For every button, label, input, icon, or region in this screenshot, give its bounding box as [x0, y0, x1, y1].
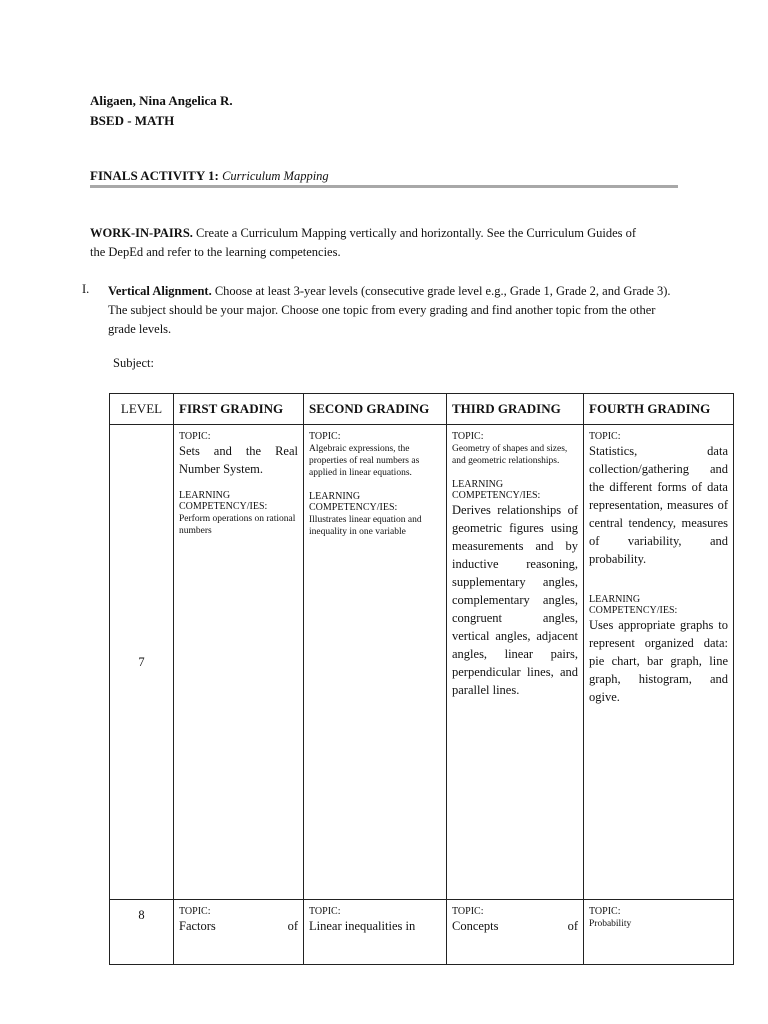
topic-text: Algebraic expressions, the properties of real numbers as applied in linear equations.	[309, 444, 420, 478]
topic-text: Factors of	[179, 919, 298, 933]
third-grading-cell	[447, 900, 584, 965]
first-grading-cell	[174, 900, 304, 965]
list-item-number: I.	[82, 282, 90, 296]
topic-text: Concepts of	[452, 919, 578, 933]
list-item-body: Choose at least 3-year levels (consecutive grade level e.g., Grade 1, Grade 2, and Grade 3). The subject should be your major. Choose one topic from every grading and find another topic from the other grade levels.	[108, 284, 671, 336]
third-grading-cell	[447, 425, 584, 900]
topic-label: TOPIC:	[589, 906, 621, 917]
instructions-text: Create a Curriculum Mapping vertically and horizontally. See the Curriculum Guides of the DepEd and refer to the learning competencies.	[90, 226, 637, 259]
second-grading-cell	[304, 900, 447, 965]
topic-label: TOPIC:	[452, 906, 484, 917]
topic-label: TOPIC:	[179, 431, 211, 442]
fourth-grading-cell	[584, 900, 734, 965]
topic-text: Geometry of shapes and sizes, and geometric relationships.	[452, 444, 568, 466]
subject-label: Subject:	[113, 356, 154, 370]
fourth-grading-cell	[584, 425, 734, 900]
header-level: LEVEL	[110, 394, 174, 425]
list-item-text	[108, 282, 683, 339]
topic-label: TOPIC:	[309, 431, 341, 442]
topic-label: TOPIC:	[179, 906, 211, 917]
activity-title	[90, 168, 329, 184]
competency-text: Illustrates linear equation and inequality in one variable	[309, 515, 422, 537]
topic-text: Linear inequalities in	[309, 919, 416, 933]
table-row	[110, 425, 734, 900]
competency-label: LEARNING COMPETENCY/IES:	[589, 594, 678, 616]
activity-name: Curriculum Mapping	[222, 169, 329, 183]
topic-text: Probability	[589, 919, 632, 929]
header-first-grading: FIRST GRADING	[174, 394, 304, 425]
topic-label: TOPIC:	[309, 906, 341, 917]
curriculum-table	[109, 393, 734, 965]
table-header-row	[110, 394, 734, 425]
student-name: Aligaen, Nina Angelica R.	[90, 93, 233, 108]
header-third-grading: THIRD GRADING	[447, 394, 584, 425]
instructions-lead: WORK-IN-PAIRS.	[90, 226, 193, 240]
table-row	[110, 900, 734, 965]
horizontal-rule	[90, 185, 678, 188]
competency-text: Derives relationships of geometric figures using measurements and by inductive reasoning, supplementary angles, complementary angles, congruent angles, vertical angles, adjacent angles, linear pairs, perpendicular lines, and parallel lines.	[452, 503, 578, 697]
list-item-lead: Vertical Alignment.	[108, 284, 212, 298]
topic-label: TOPIC:	[589, 431, 621, 442]
topic-text: Sets and the Real Number System.	[179, 444, 298, 476]
student-course: BSED - MATH	[90, 113, 175, 128]
competency-text: Uses appropriate graphs to represent organized data: pie chart, bar graph, line graph, histogram, and ogive.	[589, 618, 728, 704]
first-grading-cell	[174, 425, 304, 900]
level-cell: 8	[110, 900, 174, 965]
topic-text: Statistics, data collection/gathering and the different forms of data representation, measures of central tendency, measures of variability, and probability.	[589, 444, 728, 566]
competency-text: Perform operations on rational numbers	[179, 514, 296, 536]
competency-label: LEARNING COMPETENCY/IES:	[452, 479, 541, 501]
competency-label: LEARNING COMPETENCY/IES:	[179, 490, 268, 512]
competency-label: LEARNING COMPETENCY/IES:	[309, 491, 398, 513]
header-fourth-grading: FOURTH GRADING	[584, 394, 734, 425]
instructions-paragraph	[90, 224, 650, 262]
second-grading-cell	[304, 425, 447, 900]
header-second-grading: SECOND GRADING	[304, 394, 447, 425]
topic-label: TOPIC:	[452, 431, 484, 442]
activity-label: FINALS ACTIVITY 1:	[90, 168, 219, 183]
level-cell: 7	[110, 425, 174, 900]
